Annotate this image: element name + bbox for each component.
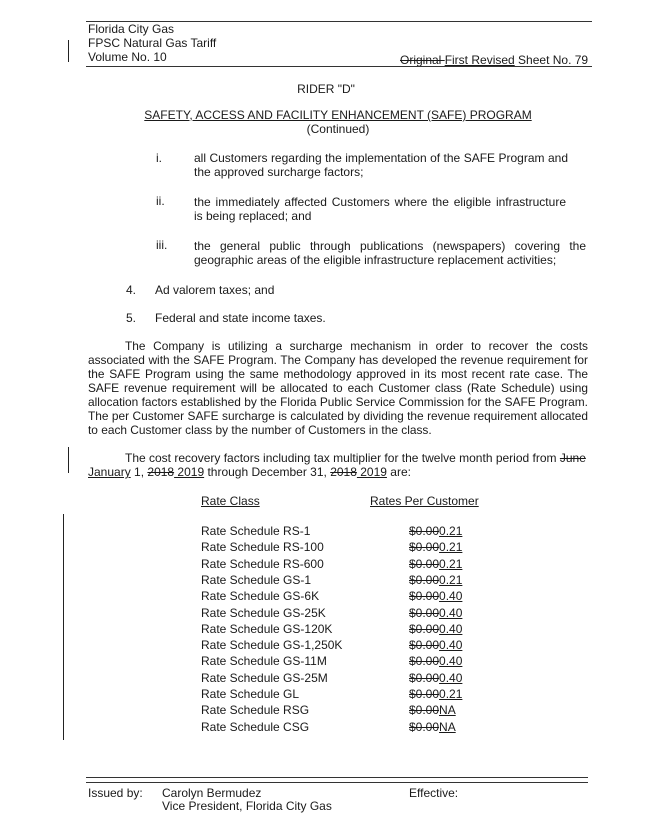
rate-class-name: Rate Schedule GS-120K	[201, 622, 333, 636]
period-text: The cost recovery factors including tax multiplier for the twelve month period from	[125, 451, 560, 465]
rate-new-value: 0.40	[439, 671, 463, 685]
sheet-new-text: First Revised	[444, 53, 515, 67]
rate-value	[409, 638, 462, 652]
rate-old-value: $0.00	[409, 654, 440, 668]
list-item-text: all Customers regarding the implementation of the SAFE Program and the approved surcharge factors;	[194, 151, 568, 179]
rate-class-name: Rate Schedule GS-11M	[201, 654, 327, 668]
list-item-text: the immediately affected Customers where the eligible infrastructure is being replaced; and	[194, 195, 566, 223]
period-text: 1,	[130, 465, 148, 479]
rate-value	[409, 720, 456, 734]
header-volume: Volume No. 10	[88, 50, 167, 64]
period-text: through December 31,	[204, 465, 331, 479]
rate-value	[409, 557, 462, 571]
period-new-year: 2019	[174, 465, 205, 479]
period-paragraph	[88, 451, 588, 479]
rate-new-value: 0.21	[439, 524, 463, 538]
rate-old-value: $0.00	[409, 703, 440, 717]
rate-new-value: 0.21	[439, 687, 463, 701]
rate-value	[409, 524, 462, 538]
list-item-text: Federal and state income taxes.	[155, 311, 326, 325]
issuer-title: Vice President, Florida City Gas	[162, 799, 332, 813]
rate-old-value: $0.00	[409, 671, 440, 685]
rate-class-name: Rate Schedule GS-25K	[201, 606, 326, 620]
rate-value	[409, 589, 462, 603]
rate-value	[409, 687, 462, 701]
period-new-year: 2019	[356, 465, 387, 479]
rate-old-value: $0.00	[409, 589, 440, 603]
rate-old-value: $0.00	[409, 606, 440, 620]
list-item-text: Ad valorem taxes; and	[155, 283, 275, 297]
rate-new-value: 0.40	[439, 638, 463, 652]
footer-top-rule	[86, 777, 588, 778]
list-item-text: the general public through publications (newspapers) covering the geographic areas of the eligible infrastructure replacement activities;	[194, 239, 586, 267]
rate-value	[409, 540, 462, 554]
period-struck-month: June	[559, 451, 586, 465]
rate-class-name: Rate Schedule GS-1,250K	[201, 638, 343, 652]
period-struck-year: 2018	[330, 465, 357, 479]
sheet-struck-text: Original	[400, 53, 445, 67]
rate-new-value: 0.40	[439, 622, 463, 636]
rate-new-value: 0.40	[439, 589, 463, 603]
header-tariff: FPSC Natural Gas Tariff	[88, 36, 217, 50]
rate-class-name: Rate Schedule GL	[201, 687, 300, 701]
list-item-number: 5.	[126, 311, 137, 325]
period-new-month: January	[88, 465, 131, 479]
revision-bar	[68, 40, 69, 62]
list-item-number: ii.	[156, 194, 165, 208]
rate-class-name: Rate Schedule RS-1	[201, 524, 311, 538]
rate-old-value: $0.00	[409, 638, 440, 652]
rate-value	[409, 654, 462, 668]
header-bottom-rule	[86, 66, 592, 67]
body-paragraph: The Company is utilizing a surcharge mechanism in order to recover the costs associated with the SAFE Program. The Company has developed the revenue requirement for the SAFE Program using the same methodology approved in its most recent rate case. The SAFE revenue requirement will be allocated to each Customer class (Rate Schedule) using allocation factors established by the Florida Public Service Commission for the SAFE Program. The per Customer SAFE surcharge is calculated by dividing the revenue requirement allocated to each Customer class by the number of Customers in the class.	[88, 339, 588, 437]
rate-value	[409, 671, 462, 685]
rate-class-name: Rate Schedule GS-25M	[201, 671, 328, 685]
rate-old-value: $0.00	[409, 540, 440, 554]
revision-bar	[68, 447, 69, 473]
header-company: Florida City Gas	[88, 22, 175, 36]
rate-class-name: Rate Schedule RS-100	[201, 540, 324, 554]
rate-class-name: Rate Schedule GS-1	[201, 573, 312, 587]
rider-title: RIDER "D"	[297, 82, 355, 96]
rate-new-value: 0.40	[439, 654, 463, 668]
sheet-rest-text: Sheet No. 79	[514, 53, 589, 67]
header-sheet-number	[400, 53, 588, 67]
effective-label: Effective:	[409, 786, 459, 800]
rate-new-value: NA	[439, 720, 456, 734]
period-text: are:	[386, 465, 411, 479]
footer-top-rule-2	[86, 782, 588, 783]
rate-class-name: Rate Schedule RS-600	[201, 557, 324, 571]
rate-value	[409, 703, 456, 717]
rate-new-value: 0.21	[439, 540, 463, 554]
rate-class-header: Rate Class	[201, 494, 260, 508]
rate-new-value: 0.40	[439, 606, 463, 620]
rate-old-value: $0.00	[409, 720, 440, 734]
rate-class-name: Rate Schedule CSG	[201, 720, 310, 734]
list-item-number: i.	[156, 151, 162, 165]
rate-new-value: 0.21	[439, 573, 463, 587]
program-title: SAFETY, ACCESS AND FACILITY ENHANCEMENT (SAFE) PROGRAM	[144, 108, 532, 122]
rate-old-value: $0.00	[409, 557, 440, 571]
rate-class-name: Rate Schedule RSG	[201, 703, 310, 717]
rate-value	[409, 573, 462, 587]
rate-new-value: NA	[439, 703, 456, 717]
rate-class-name: Rate Schedule GS-6K	[201, 589, 320, 603]
rate-old-value: $0.00	[409, 573, 440, 587]
rate-old-value: $0.00	[409, 687, 440, 701]
rate-value	[409, 606, 462, 620]
issuer-name: Carolyn Bermudez	[162, 786, 262, 800]
rate-old-value: $0.00	[409, 622, 440, 636]
program-subtitle: (Continued)	[306, 122, 370, 136]
period-struck-year: 2018	[147, 465, 175, 479]
issued-by-label: Issued by:	[88, 786, 143, 800]
revision-bar	[63, 514, 64, 740]
list-item-number: 4.	[126, 283, 137, 297]
list-item-number: iii.	[156, 238, 168, 252]
rate-new-value: 0.21	[439, 557, 463, 571]
rates-per-customer-header: Rates Per Customer	[370, 494, 479, 508]
rate-old-value: $0.00	[409, 524, 440, 538]
rate-value	[409, 622, 462, 636]
